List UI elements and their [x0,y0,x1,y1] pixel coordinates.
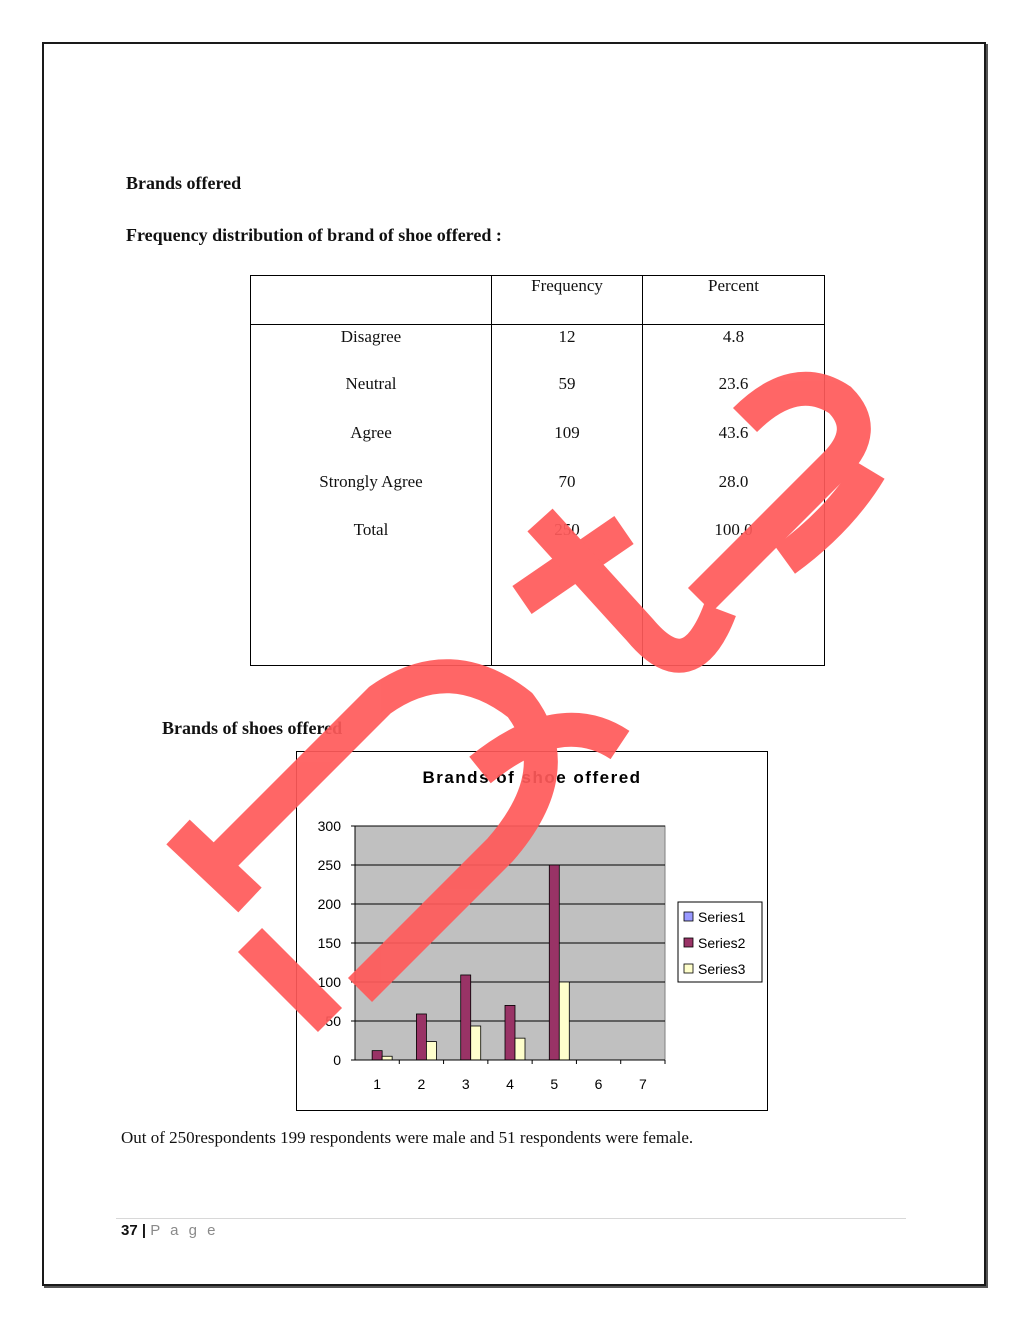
bar [382,1056,392,1060]
table-title: Frequency distribution of brand of shoe offered : [126,225,502,245]
footer-rule [116,1218,906,1219]
x-tick-label: 7 [638,1076,647,1092]
y-tick-label: 250 [317,857,341,873]
bar [505,1005,515,1060]
bar [515,1038,525,1060]
y-tick-label: 0 [333,1052,341,1068]
x-tick-label: 3 [461,1076,470,1092]
page-label: P a g e [150,1222,219,1239]
y-tick-label: 100 [317,974,341,990]
bar [461,975,471,1060]
x-tick-label: 1 [373,1076,382,1092]
x-tick-label: 4 [506,1076,514,1092]
y-tick-label: 300 [317,818,341,834]
row-frequency: 59 [558,374,576,393]
row-label: Total [353,520,389,539]
footer-separator: | [141,1222,147,1239]
y-tick-label: 200 [317,896,341,912]
x-tick-label: 2 [417,1076,426,1092]
legend-swatch [684,912,693,921]
section-heading: Brands offered [126,173,242,193]
bar-chart [296,751,768,1111]
legend-swatch [684,938,693,947]
row-frequency: 70 [558,472,576,491]
bar [471,1026,481,1060]
bar [372,1051,382,1060]
bar [426,1042,436,1060]
column-header-frequency: Frequency [531,276,603,295]
x-tick-label: 6 [594,1076,603,1092]
frequency-table [250,275,825,666]
y-tick-label: 150 [317,935,341,951]
row-frequency: 12 [558,327,576,346]
row-percent: 28.0 [718,472,749,491]
legend-label: Series1 [698,909,746,925]
chart-section-heading: Brands of shoes offered [162,718,343,738]
row-label: Disagree [340,327,402,346]
row-label: Neutral [345,374,397,393]
caption: Out of 250respondents 199 respondents were male and 51 respondents were female. [121,1128,694,1147]
legend [678,902,762,982]
row-label: Agree [350,423,392,442]
page-footer [121,1222,219,1239]
row-frequency: 250 [554,520,580,539]
row-percent: 100.0 [714,520,753,539]
row-percent: 23.6 [718,374,749,393]
bar [559,982,569,1060]
bar [416,1014,426,1060]
y-tick-label: 50 [325,1013,341,1029]
column-header-percent: Percent [708,276,759,295]
legend-label: Series2 [698,935,746,951]
chart-title: Brands of shoe offered [422,768,642,787]
legend-label: Series3 [698,961,746,977]
legend-swatch [684,964,693,973]
x-tick-label: 5 [550,1076,559,1092]
chart-svg [297,752,767,1110]
bar [549,865,559,1060]
page-number: 37 [121,1222,138,1239]
row-label: Strongly Agree [319,472,423,491]
row-frequency: 109 [554,423,580,442]
table-header-rule [251,324,824,325]
row-percent: 43.6 [718,423,749,442]
row-percent: 4.8 [722,327,745,346]
